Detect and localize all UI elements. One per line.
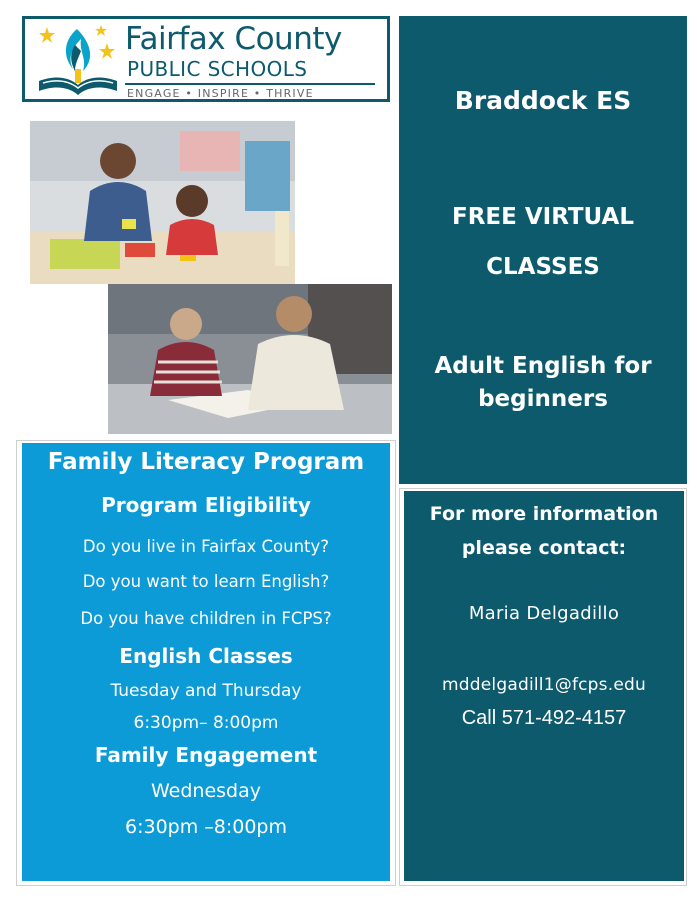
logo-subtitle: PUBLIC SCHOOLS — [127, 57, 308, 81]
eligibility-heading: Program Eligibility — [101, 493, 311, 517]
logo-title: Fairfax County — [125, 21, 342, 57]
contact-heading — [404, 497, 684, 565]
eligibility-question-county: Do you live in Fairfax County? — [82, 537, 330, 556]
photo-teacher-and-child — [30, 121, 295, 284]
family-engagement-heading: Family Engagement — [94, 743, 318, 767]
class-announcement-panel — [399, 16, 687, 484]
contact-name: Maria Delgadillo — [468, 603, 620, 624]
fcps-logo — [22, 16, 390, 102]
contact-heading-line2: please contact: — [461, 537, 627, 559]
adult-english-line1: Adult English for — [434, 353, 652, 379]
contact-heading-line1: For more information — [429, 503, 659, 525]
contact-email-link[interactable]: mddelgadill1@fcps.edu — [442, 675, 646, 695]
program-title: Family Literacy Program — [47, 449, 365, 475]
english-classes-days: Tuesday and Thursday — [110, 681, 302, 701]
photo-adult-learners-image — [108, 284, 392, 434]
program-panel — [22, 443, 390, 881]
adult-english-line2: beginners — [478, 386, 608, 412]
free-virtual-text: FREE VIRTUAL — [451, 204, 634, 230]
school-name: Braddock ES — [454, 86, 632, 115]
photo-teacher-and-child-image — [30, 121, 295, 284]
english-classes-heading: English Classes — [119, 644, 293, 668]
fcps-emblem-icon — [33, 23, 119, 97]
contact-phone: Call 571-492-4157 — [461, 707, 627, 729]
adult-english-text — [399, 350, 687, 416]
eligibility-question-english: Do you want to learn English? — [82, 572, 330, 591]
family-engagement-time: 6:30pm –8:00pm — [124, 816, 287, 838]
logo-tagline: ENGAGE • INSPIRE • THRIVE — [127, 87, 314, 100]
photo-adult-learners — [108, 284, 392, 434]
contact-panel — [404, 491, 684, 881]
eligibility-question-children: Do you have children in FCPS? — [80, 609, 332, 628]
english-classes-time: 6:30pm– 8:00pm — [133, 713, 279, 733]
family-engagement-day: Wednesday — [150, 780, 261, 802]
classes-text: CLASSES — [486, 254, 600, 280]
logo-divider — [125, 83, 375, 85]
